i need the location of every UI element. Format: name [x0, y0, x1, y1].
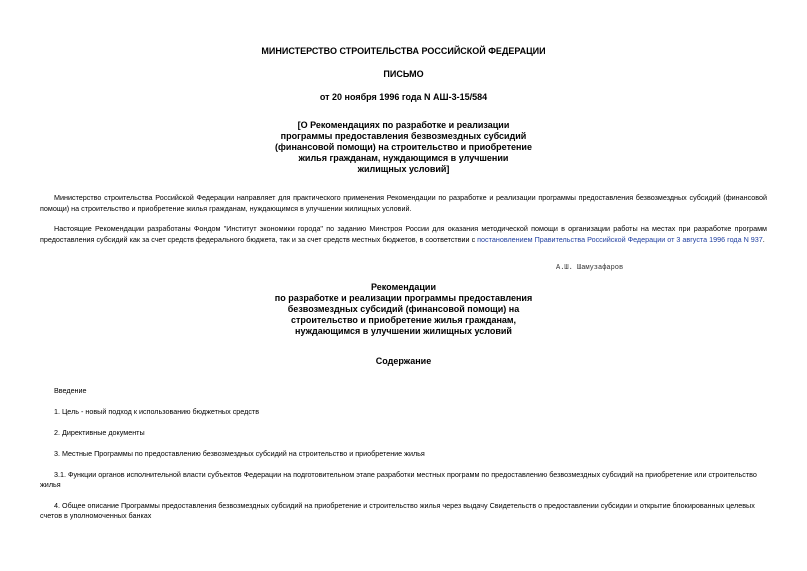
doc-type-heading: ПИСЬМО	[383, 69, 424, 79]
toc-item[interactable]: 3.1. Функции органов исполнительной власти субъектов Федерации на подготовительном этапе разработки местных программ по предоставлению безвозмездных субсидий на приобретение или строительство жилья	[40, 470, 757, 489]
recommendations-title-line: по разработке и реализации программы предоставления	[274, 293, 533, 303]
toc-item[interactable]: 2. Директивные документы	[54, 428, 145, 437]
contents-title: Содержание	[375, 356, 432, 366]
recommendations-title-line: нуждающимся в улучшении жилищных условий	[295, 326, 512, 336]
recommendations-title-line: Рекомендации	[371, 282, 436, 292]
recommendations-title-line: строительство и приобретение жилья гражданам,	[290, 315, 517, 325]
toc-item[interactable]: 4. Общее описание Программы предоставления безвозмездных субсидий на приобретение и строительство жилья через выдачу Свидетельств о предоставлении субсидии и открытие блокированных целевых счетов в уполномоченных банках	[40, 501, 755, 520]
toc-item[interactable]: Введение	[54, 386, 87, 395]
toc-item[interactable]: 3. Местные Программы по предоставлению безвозмездных субсидий на строительство и приобретение жилья	[54, 449, 425, 458]
date-number: от 20 ноября 1996 года N АШ-3-15/584	[319, 92, 488, 102]
toc-item[interactable]: 1. Цель - новый подход к использованию бюджетных средств	[54, 407, 260, 416]
paragraph-2-end: .	[762, 235, 765, 244]
subject-line: [О Рекомендациях по разработке и реализации	[297, 120, 510, 130]
decree-link[interactable]: постановлением Правительства Российской Федерации от 3 августа 1996 года N 937	[477, 235, 763, 244]
recommendations-title-line: безвозмездных субсидий (финансовой помощи) на	[287, 304, 520, 314]
subject-line: жилья гражданам, нуждающимся в улучшении	[298, 153, 509, 163]
signature: А.Ш. Шамузафаров	[556, 264, 624, 272]
subject-line: программы предоставления безвозмездных субсидий	[280, 131, 527, 141]
ministry-heading: МИНИСТЕРСТВО СТРОИТЕЛЬСТВА РОССИЙСКОЙ ФЕДЕРАЦИИ	[261, 46, 546, 56]
subject-line: жилищных условий]	[357, 164, 450, 174]
paragraph-2-text: Настоящие Рекомендации разработаны Фондом "Институт экономики города" по заданию Минстроя России для оказания методической помощи в организации работы на местах при разработке программ предоставления субсидий как за счет средств федерального бюджета, так и за счет средств местных бюджетов, в соответствии с	[40, 224, 767, 244]
paragraph-1-text: Министерство строительства Российской Федерации направляет для практического применения Рекомендации по разработке и реализации программы предоставления безвозмездных субсидий (финансовой помощи) на строительство и приобретение жилья гражданам, нуждающимся в улучшении жилищных условий.	[40, 193, 767, 213]
paragraph-2	[40, 223, 767, 245]
subject-line: (финансовой помощи) на строительство и приобретение	[275, 142, 532, 152]
paragraph-1	[40, 192, 767, 214]
